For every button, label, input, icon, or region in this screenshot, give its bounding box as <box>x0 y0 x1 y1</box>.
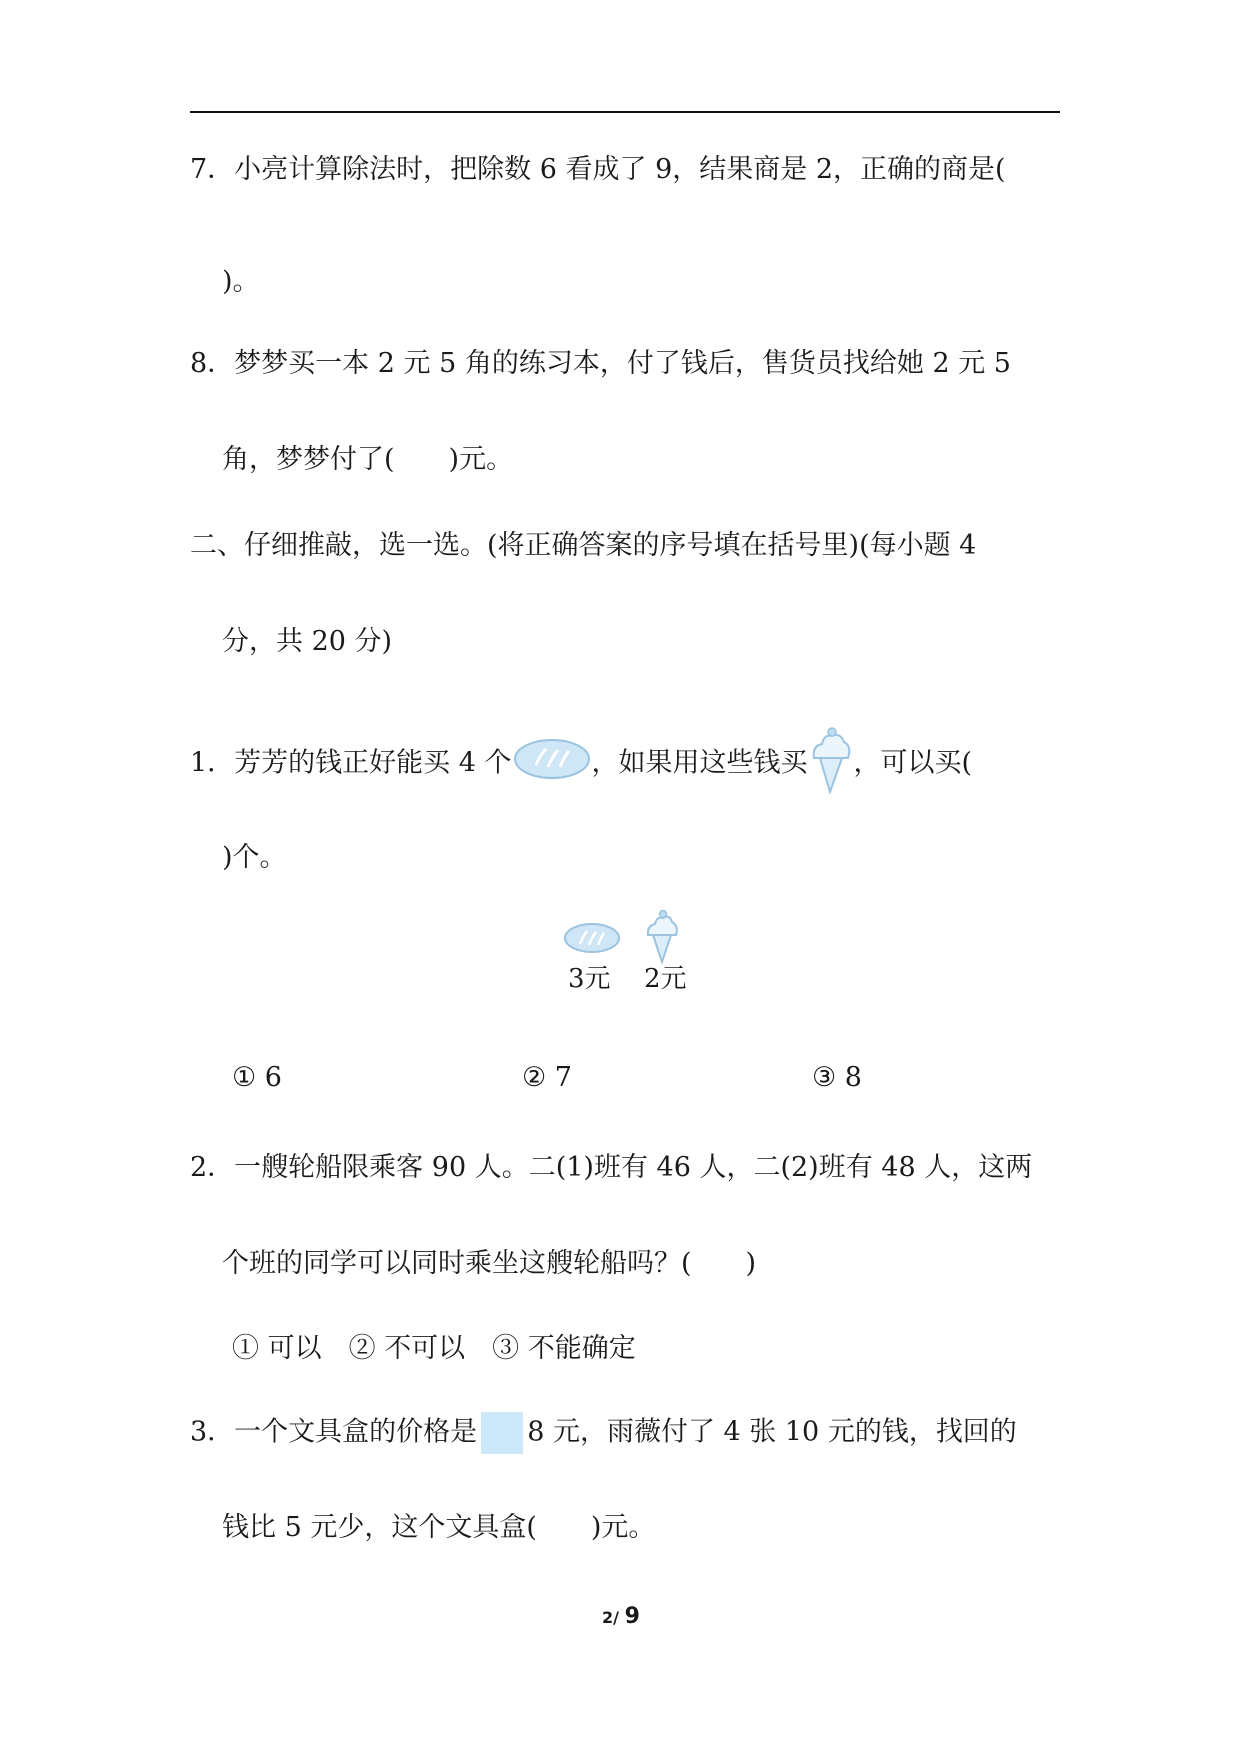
q8-line1: 8．梦梦买一本 2 元 5 角的练习本，付了钱后，售货员找给她 2 元 5 <box>190 348 1011 379</box>
hidden-digit-box <box>481 1412 523 1454</box>
q7-line2: )。 <box>222 266 260 297</box>
page-current: 2/ <box>602 1608 619 1627</box>
mc1-option-3: ③ 8 <box>812 1062 862 1093</box>
mc3-part2: 8 元，雨薇付了 4 张 10 元的钱，找回的 <box>527 1416 1017 1448</box>
bread-price: 3元 <box>568 964 611 994</box>
ice-cream-small-icon <box>644 908 680 964</box>
mc1-part3: ，可以买( <box>853 747 973 779</box>
bread-small-icon <box>562 920 622 956</box>
mc1-option-2: ② 7 <box>522 1062 572 1093</box>
bread-picture <box>562 920 622 960</box>
mc1-part1: 1．芳芳的钱正好能买 4 个 <box>190 747 512 779</box>
section-heading: 二、仔细推敲，选一选。(将正确答案的序号填在括号里)(每小题 4 <box>190 530 977 561</box>
ice-cream-icon <box>808 724 854 804</box>
mc3-line2: 钱比 5 元少，这个文具盒( )元。 <box>222 1512 656 1543</box>
q8-line2: 角，梦梦付了( )元。 <box>222 444 514 475</box>
ice-cream-price: 2元 <box>644 964 687 994</box>
section-heading-line2: 分，共 20 分) <box>222 626 393 657</box>
mc3-line1 <box>190 1412 1017 1454</box>
mc1-line1 <box>190 724 972 804</box>
q7-line1: 7．小亮计算除法时，把除数 6 看成了 9，结果商是 2，正确的商是( <box>190 154 1006 185</box>
mc2-options: ① 可以 ② 不可以 ③ 不能确定 <box>232 1333 636 1364</box>
page-total: 9 <box>624 1604 640 1629</box>
page-number <box>602 1604 640 1629</box>
header-rule <box>190 111 1060 113</box>
mc3-part1: 3．一个文具盒的价格是 <box>190 1416 478 1448</box>
mc1-line2: )个。 <box>222 842 287 873</box>
mc2-line2: 个班的同学可以同时乘坐这艘轮船吗？( ) <box>222 1248 757 1279</box>
mc1-part2: ，如果用这些钱买 <box>591 747 808 779</box>
mc2-line1: 2．一艘轮船限乘客 90 人。二(1)班有 46 人，二(2)班有 48 人，这两 <box>190 1152 1033 1183</box>
mc1-option-1: ① 6 <box>232 1062 282 1093</box>
bread-icon <box>512 735 592 793</box>
